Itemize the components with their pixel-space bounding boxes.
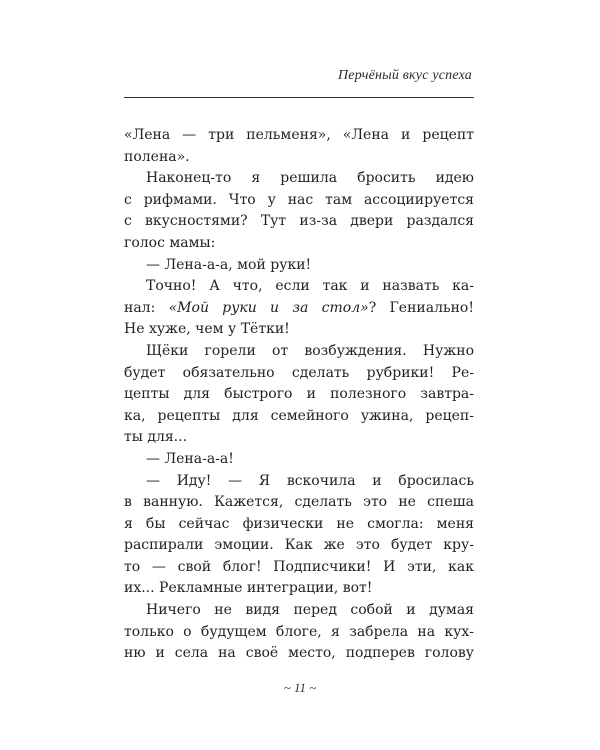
text-line: Не хуже, чем у Тётки! <box>124 321 290 338</box>
running-header: Перчёный вкус успеха <box>338 68 472 83</box>
text-line: будет обязательно сделать рубрики! Ре- <box>124 364 474 381</box>
text-line: Точно! А что, если так и назвать ка- <box>146 278 474 295</box>
text-line: Щёки горели от возбуждения. Нужно <box>146 342 474 359</box>
text-line: ню и села на своё место, подперев голову <box>124 645 474 662</box>
text-line: — Лена-а-а! <box>146 450 234 467</box>
body-text <box>124 125 474 665</box>
text-line: я бы сейчас физически не смогла: меня <box>124 515 474 532</box>
text-line: ты для... <box>124 429 188 446</box>
text-line: в ванную. Кажется, сделать это не спеша <box>124 494 474 511</box>
text-line: цепты для быстрого и полезного завтра- <box>124 386 474 403</box>
text-segment: нал: <box>124 299 169 316</box>
text-line: с вкусностями? Тут из-за двери раздался <box>124 213 474 230</box>
italic-channel-name: «Мой руки и за стол» <box>168 299 369 316</box>
text-line: голос мамы: <box>124 234 216 251</box>
text-line: — Иду! — Я вскочила и бросилась <box>146 472 474 489</box>
text-line-mixed <box>124 298 474 320</box>
text-line: их... Рекламные интеграции, вот! <box>124 580 373 597</box>
text-line: то — свой блог! Подписчики! И эти, как <box>124 558 474 575</box>
text-line: с рифмами. Что у нас там ассоциируется <box>124 191 474 208</box>
text-line: Наконец-то я решила бросить идею <box>146 170 474 187</box>
text-line: Ничего не видя перед собой и думая <box>146 602 474 619</box>
header-rule <box>124 97 474 98</box>
page-number: ~ 11 ~ <box>283 680 317 695</box>
text-segment: ? Гениально! <box>368 299 474 316</box>
text-line: — Лена-а-а, мой руки! <box>146 256 312 273</box>
text-line: только о будущем блоге, я забрела на кух- <box>124 623 474 640</box>
text-line: распирали эмоции. Как же это будет кру- <box>124 537 474 554</box>
text-line: полена». <box>124 148 190 165</box>
text-line: «Лена — три пельменя», «Лена и рецепт <box>124 127 474 143</box>
text-line: ка, рецепты для семейного ужина, рецеп- <box>124 407 474 424</box>
